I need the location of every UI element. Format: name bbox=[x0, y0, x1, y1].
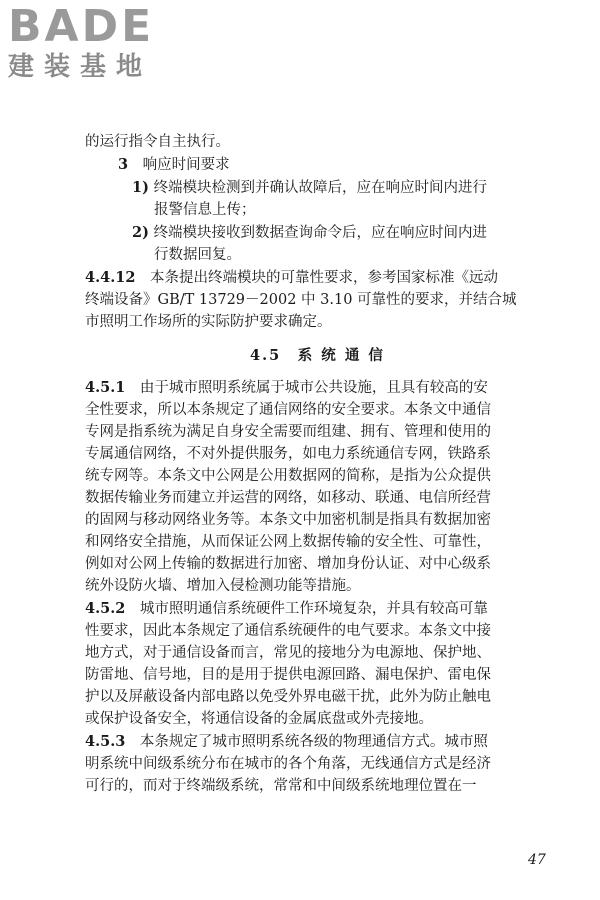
text-line: 全性要求，所以本条规定了通信网络的安全要求。本条文中通信 bbox=[85, 402, 491, 418]
bade-logo bbox=[8, 1, 155, 82]
text-line: 统外设防火墙、增加入侵检测功能等措施。 bbox=[85, 578, 361, 594]
text-line: 的运行指令自主执行。 bbox=[85, 134, 230, 150]
text-line: 护以及屏蔽设备内部电路以免受外界电磁干扰，此外为防止触电 bbox=[85, 689, 491, 705]
text-line: 性要求，因此本条规定了通信系统硬件的电气要求。本条文中接 bbox=[85, 623, 491, 639]
text-line: 防雷地、信号地，目的是用于提供电源回路、漏电保护、雷电保 bbox=[85, 667, 491, 683]
text-line: 终端设备》GB/T 13729－2002 中 3.10 可靠性的要求，并结合城 bbox=[85, 292, 517, 308]
clause-4-5-3: 4.5.3 本条规定了城市照明系统各级的物理通信方式。城市照 bbox=[85, 733, 488, 750]
text-line: 市照明工作场所的实际防护要求确定。 bbox=[85, 314, 332, 330]
text-line: 明系统中间级系统分布在城市的各个角落，无线通信方式是经济 bbox=[85, 756, 491, 772]
text-line: 统专网等。本条文中公网是公用数据网的简称，是指为公众提供 bbox=[85, 468, 491, 484]
list-item-heading: 3 响应时间要求 bbox=[118, 156, 230, 173]
text-line: 的固网与移动网络业务等。本条文中加密机制是指具有数据加密 bbox=[85, 512, 491, 528]
text-line: 或保护设备安全，将通信设备的金属底盘或外壳接地。 bbox=[85, 711, 433, 727]
list-item: 1) 终端模块检测到并确认故障后，应在响应时间内进行 bbox=[132, 179, 488, 196]
clause-4-5-2: 4.5.2 城市照明通信系统硬件工作环境复杂，并具有较高可靠 bbox=[85, 600, 488, 617]
clause-4-4-12: 4.4.12 本条提出终端模块的可靠性要求，参考国家标准《远动 bbox=[85, 269, 498, 286]
text-line: 和网络安全措施，从而保证公网上数据传输的安全性、可靠性， bbox=[85, 534, 491, 550]
text-line: 数据传输业务而建立并运营的网络，如移动、联通、电信所经营 bbox=[85, 490, 491, 506]
text-line: 行数据回复。 bbox=[154, 247, 241, 263]
clause-4-5-1: 4.5.1 由于城市照明系统属于城市公共设施，且具有较高的安 bbox=[85, 379, 488, 396]
text-line: 报警信息上传； bbox=[154, 202, 256, 218]
logo-subtitle: 建装基地 bbox=[8, 52, 153, 82]
section-heading: 4.5 系 统 通 信 bbox=[250, 347, 385, 364]
text-line: 地方式，对于通信设备而言，常见的接地分为电源地、保护地、 bbox=[85, 645, 491, 661]
text-line: 专属通信网络，不对外提供服务，如电力系统通信专网，铁路系 bbox=[85, 446, 491, 462]
text-line: 可行的，而对于终端级系统，常常和中间级系统地理位置在一 bbox=[85, 778, 477, 794]
text-line: 例如对公网上传输的数据进行加密、增加身份认证、对中心级系 bbox=[85, 556, 491, 572]
page-number: 47 bbox=[528, 852, 546, 868]
text-line: 专网是指系统为满足自身安全需要而组建、拥有、管理和使用的 bbox=[85, 424, 491, 440]
list-item: 2) 终端模块接收到数据查询命令后，应在响应时间内进 bbox=[132, 224, 488, 241]
logo-wordmark: BADE bbox=[8, 1, 155, 52]
